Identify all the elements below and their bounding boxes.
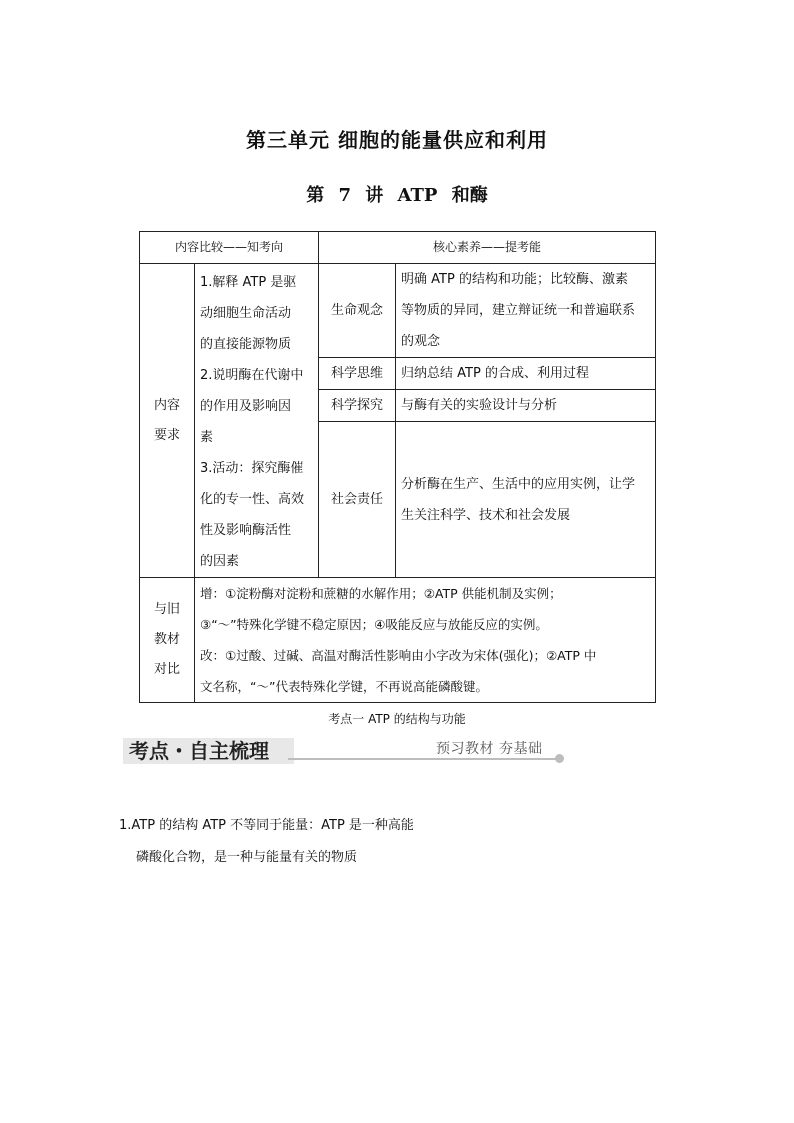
header-content-comparison: 内容比较——知考向 [140,232,319,264]
unit-title: 第三单元 细胞的能量供应和利用 [246,128,548,152]
list-item: 的作用及影响因 [200,399,292,414]
literacy-name: 社会责任 [319,422,396,578]
compare-content: 增：①淀粉酶对淀粉和蔗糖的水解作用；②ATP 供能机制及实例； ③“～”特殊化学键不稳定原因；④吸能反应与放能反应的实例。 改：①过酸、过碱、高温对酶活性影响由小字改为宋体(强化)；②ATP 中 文名称，“～”代表特殊化学键，不再说高能磷酸键。 [195,578,656,703]
table-row [140,264,656,358]
literacy-name: 科学思维 [319,358,396,390]
section-caption: 考点一 ATP 的结构与功能 [328,712,466,726]
literacy-name: 科学探究 [319,390,396,422]
list-item: 2.说明酶在代谢中 [200,368,304,383]
banner-dot-icon [555,754,564,763]
list-item: 3.活动：探究酶催 [200,461,304,476]
list-item: 的直接能源物质 [200,337,292,352]
literacy-desc: 归纳总结 ATP 的合成、利用过程 [396,358,656,390]
list-item: 化的专一性、高效 [200,492,305,507]
requirements-list [195,264,319,578]
literacy-name: 生命观念 [319,264,396,358]
banner-title: 考点・自主梳理 [123,738,294,764]
section-banner [123,738,565,768]
paragraph-atp-structure: 1.ATP 的结构 ATP 不等同于能量：ATP 是一种高能 [119,818,414,833]
list-item: 的因素 [200,554,240,569]
lesson-title: 第 7 讲 ATP 和酶 [306,185,488,206]
literacy-desc: 明确 ATP 的结构和功能；比较酶、激素 等物质的异同，建立辩证统一和普遍联系 的观念 [396,264,656,358]
list-item: 动细胞生命活动 [200,306,292,321]
paragraph-atp-note: 磷酸化合物，是一种与能量有关的物质 [136,850,358,865]
literacy-desc: 分析酶在生产、生活中的应用实例，让学 生关注科学、技术和社会发展 [396,422,656,578]
requirements-label: 内容 要求 [140,264,195,578]
banner-subtitle: 预习教材 夯基础 [436,741,543,757]
list-item: 性及影响酶活性 [200,523,292,538]
literacy-desc: 与酶有关的实验设计与分析 [396,390,656,422]
header-core-literacy: 核心素养——提考能 [319,232,656,264]
banner-rule [288,758,558,760]
list-item: 素 [200,430,214,445]
list-item: 1.解释 ATP 是驱 [200,275,297,290]
table-header-row [140,232,656,264]
compare-label: 与旧 教材 对比 [140,578,195,703]
requirements-table [139,231,656,703]
table-row [140,578,656,703]
